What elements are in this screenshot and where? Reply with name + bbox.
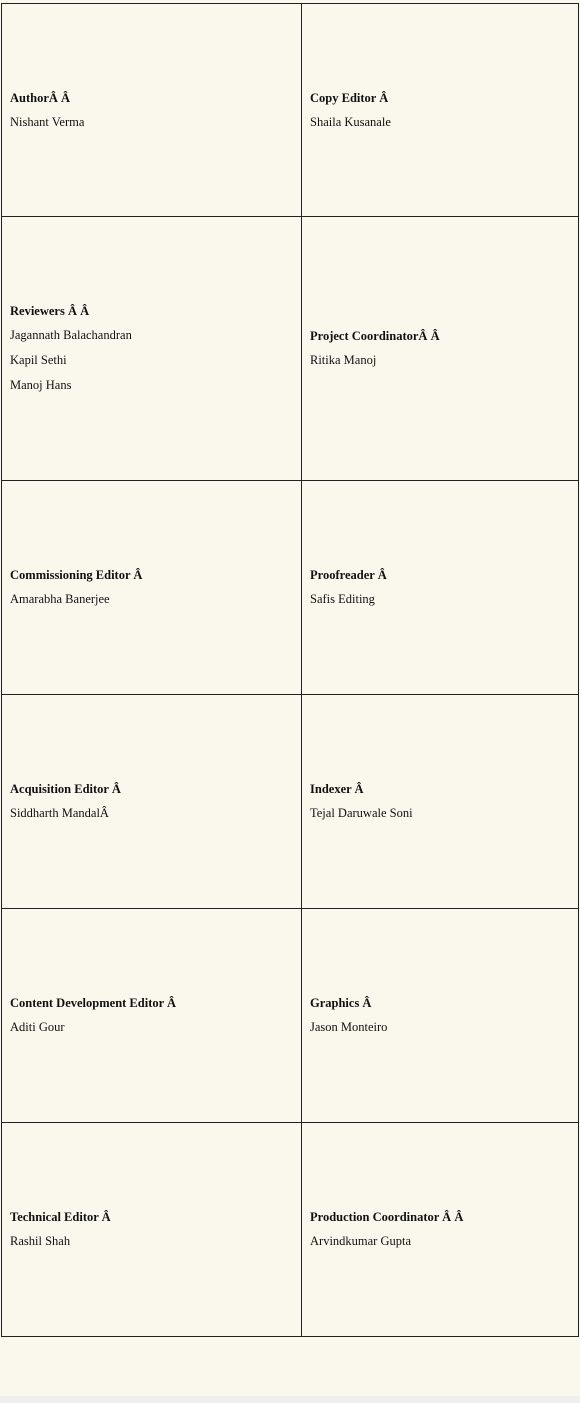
credit-cell-author [2, 4, 302, 217]
person-name: Aditi Gour [10, 1020, 65, 1034]
role-label-copy-editor: Copy Editor Â [310, 90, 389, 105]
credits-row-1 [2, 4, 579, 217]
credit-cell-indexer [302, 695, 579, 909]
person-name: Kapil Sethi [10, 353, 67, 367]
role-label-commissioning-editor: Commissioning Editor Â [10, 568, 143, 582]
role-label-content-development-editor: Content Development Editor Â [10, 996, 177, 1010]
credits-row-3 [2, 481, 579, 695]
credit-cell-project-coordinator [302, 217, 579, 481]
credit-cell-commissioning-editor [2, 481, 302, 695]
person-name: Manoj Hans [10, 378, 72, 392]
credits-row-6 [2, 1123, 579, 1337]
credits-row-2 [2, 217, 579, 481]
person-name: Amarabha Banerjee [10, 592, 110, 606]
credit-cell-acquisition-editor [2, 695, 302, 909]
person-name: Jason Monteiro [310, 1020, 388, 1034]
credit-cell-technical-editor [2, 1123, 302, 1337]
person-name: Ritika Manoj [310, 353, 377, 367]
role-label-project-coordinator: Project CoordinatorÂ Â [310, 329, 440, 343]
role-label-production-coordinator: Production Coordinator Â Â [310, 1210, 464, 1224]
person-name: Siddharth MandalÂ [10, 806, 109, 820]
credits-row-5 [2, 909, 579, 1123]
person-name: Safis Editing [310, 592, 375, 606]
role-label-reviewers: Reviewers Â Â [10, 304, 90, 318]
role-label-technical-editor: Technical Editor Â [10, 1210, 111, 1224]
credit-cell-copy-editor [302, 4, 579, 217]
credit-cell-graphics [302, 909, 579, 1123]
credits-row-4 [2, 695, 579, 909]
credit-cell-production-coordinator [302, 1123, 579, 1337]
person-name: Jagannath Balachandran [10, 328, 132, 342]
role-label-acquisition-editor: Acquisition Editor Â [10, 782, 121, 796]
credit-cell-content-development-editor [2, 909, 302, 1123]
person-name: Arvindkumar Gupta [310, 1234, 412, 1248]
person-name: Nishant Verma [10, 114, 85, 129]
person-name: Shaila Kusanale [310, 114, 391, 129]
credit-cell-proofreader [302, 481, 579, 695]
credit-cell-reviewers [2, 217, 302, 481]
role-label-author: AuthorÂ Â [10, 90, 71, 105]
person-name: Tejal Daruwale Soni [310, 806, 413, 820]
role-label-indexer: Indexer Â [310, 782, 364, 796]
credits-table [1, 3, 579, 1337]
person-name: Rashil Shah [10, 1234, 71, 1248]
page-bottom-edge [0, 1396, 580, 1403]
role-label-graphics: Graphics Â [310, 996, 372, 1010]
role-label-proofreader: Proofreader Â [310, 568, 387, 582]
